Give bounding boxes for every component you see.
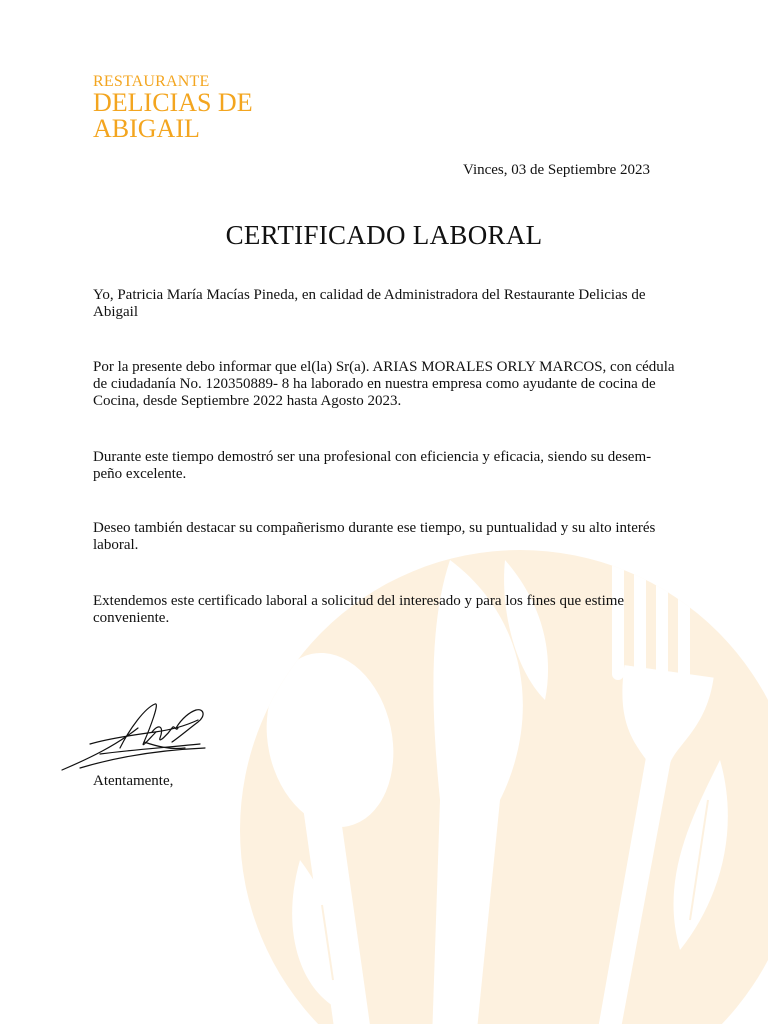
paragraph-performance: Durante este tiempo demostró ser una profesional con eficiencia y eficacia, siendo su desem-peño excelente. xyxy=(93,449,652,482)
paragraph-qualities: Deseo también destacar su compañerismo durante ese tiempo, su puntualidad y su alto interés laboral. xyxy=(93,520,656,553)
logo-line-abigail: ABIGAIL xyxy=(93,114,200,143)
restaurant-logo xyxy=(93,74,253,142)
paragraph-introduction: Yo, Patricia María Macías Pineda, en calidad de Administradora del Restaurante Delicias de Abigail xyxy=(93,287,646,320)
logo-line-delicias: DELICIAS DE xyxy=(93,88,253,117)
paragraph-purpose: Extendemos este certificado laboral a solicitud del interesado y para los fines que estime conveniente. xyxy=(93,593,625,626)
logo-line-restaurante: RESTAURANTE xyxy=(93,73,210,90)
closing-salutation: Atentamente, xyxy=(93,773,174,789)
document-date: Vinces, 03 de Septiembre 2023 xyxy=(463,162,650,178)
handwritten-signature xyxy=(60,698,210,778)
paragraph-employment-details: Por la presente debo informar que el(la) Sr(a). ARIAS MORALES ORLY MARCOS, con cédula de ciudadanía No. 120350889- 8 ha laborado en nuestra empresa como ayudante de cocina de Cocina, desde Septiembre 2022 hasta Agosto 2023. xyxy=(93,359,675,409)
document-title: CERTIFICADO LABORAL xyxy=(225,220,543,250)
